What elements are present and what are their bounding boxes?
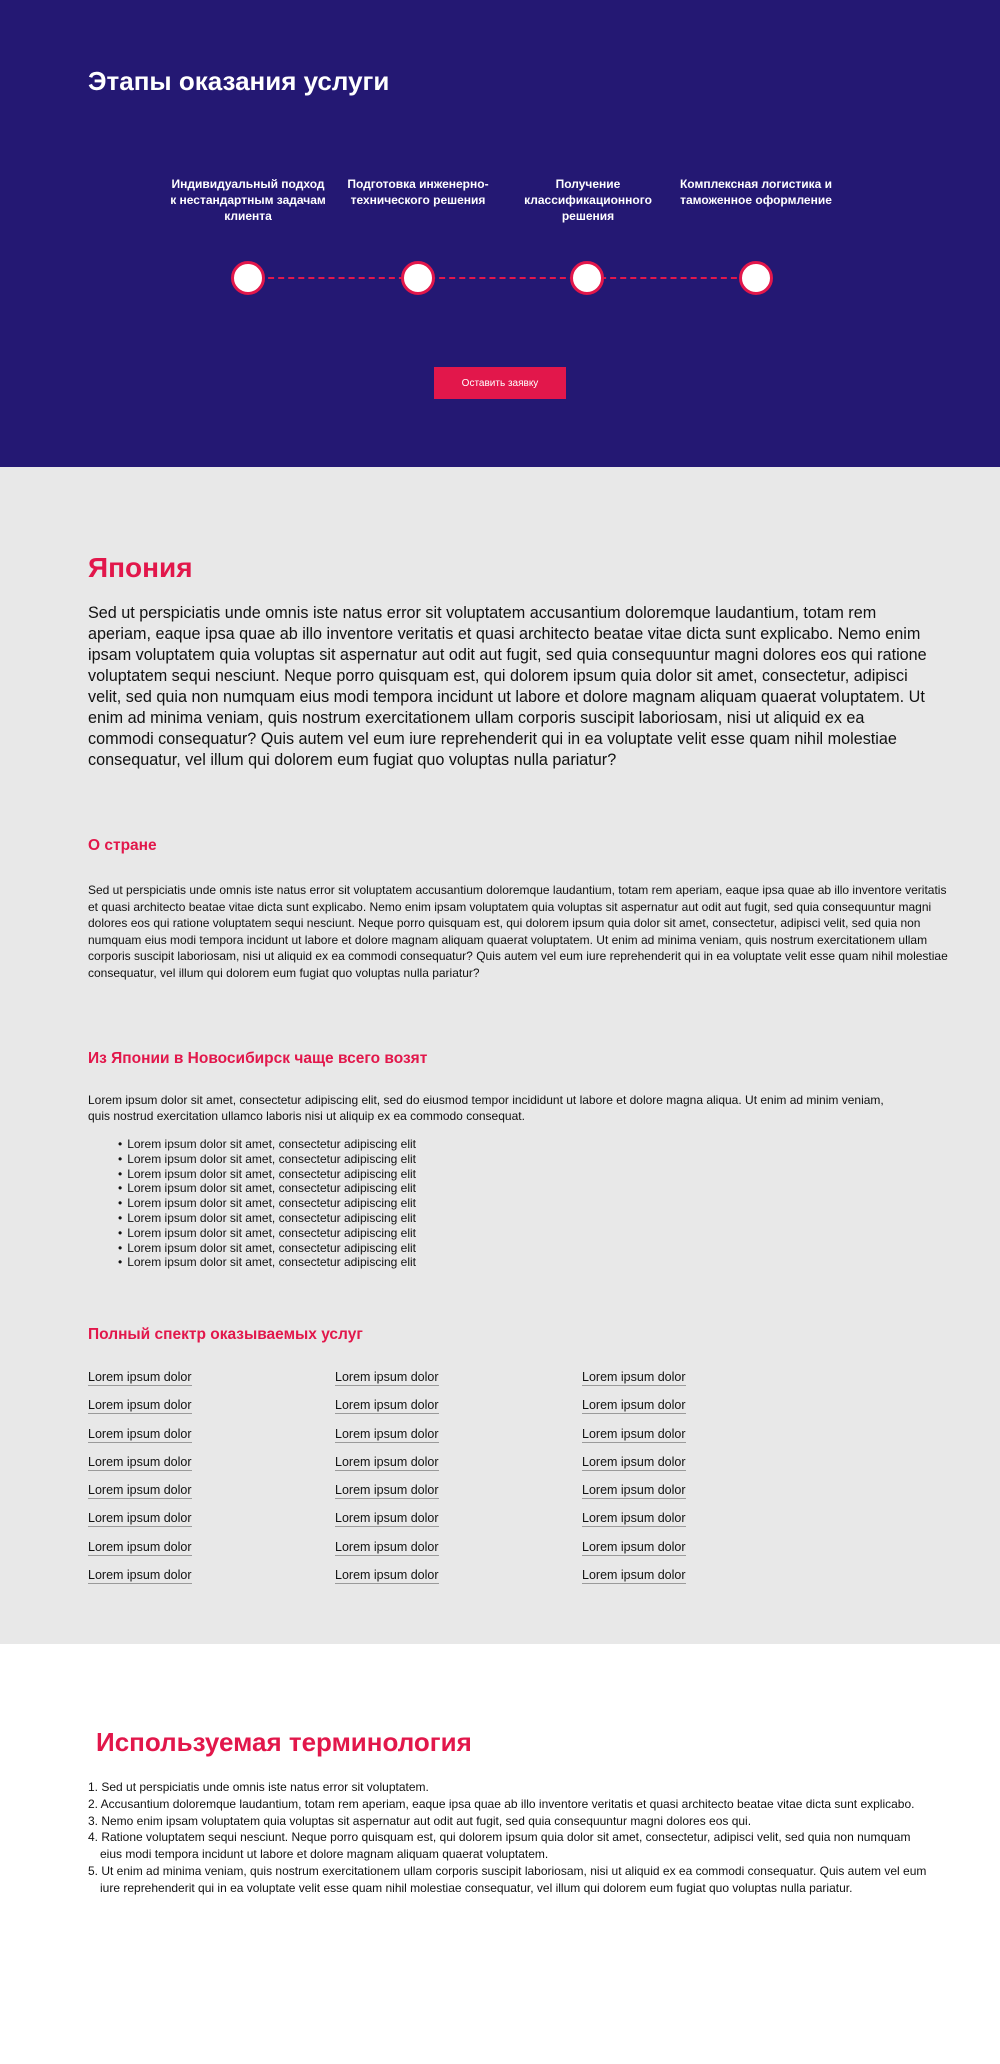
list-item: 5. Ut enim ad minima veniam, quis nostrum exercitationem ullam corporis suscipit laboriosam, nisi ut aliquid ex ea commodi consequatur. Quis autem vel eum iure reprehenderit qui in ea voluptate velit esse quam nihil molestiae consequatur, vel illum qui dolorem eum fugiat quo voluptas nulla pariatur. — [88, 1863, 927, 1895]
steps-timeline-line — [248, 277, 757, 279]
service-link[interactable]: Lorem ipsum dolor — [88, 1398, 192, 1413]
list-item: • Lorem ipsum dolor sit amet, consectetur adipiscing elit — [118, 1152, 416, 1167]
terminology-list — [88, 1779, 928, 1897]
list-item: 4. Ratione voluptatem sequi nesciunt. Neque porro quisquam est, qui dolorem ipsum quia dolor sit amet, consectetur, adipisci velit, sed quia non numquam eius modi tempora incidunt ut labore et dolore magnam aliquam quaerat voluptatem. — [88, 1830, 911, 1862]
imports-list — [118, 1137, 416, 1270]
list-item: • Lorem ipsum dolor sit amet, consectetur adipiscing elit — [118, 1167, 416, 1182]
list-item: • Lorem ipsum dolor sit amet, consectetur adipiscing elit — [118, 1137, 416, 1152]
list-item: • Lorem ipsum dolor sit amet, consectetur adipiscing elit — [118, 1226, 416, 1241]
list-item: 3. Nemo enim ipsam voluptatem quia voluptas sit aspernatur aut odit aut fugit, sed quia consequuntur magni dolores eos qui. — [88, 1813, 752, 1828]
service-link[interactable]: Lorem ipsum dolor — [88, 1370, 192, 1384]
list-item: 1. Sed ut perspiciatis unde omnis iste natus error sit voluptatem. — [88, 1780, 429, 1794]
list-item: • Lorem ipsum dolor sit amet, consectetur adipiscing elit — [118, 1241, 416, 1256]
service-link[interactable]: Lorem ipsum dolor — [582, 1483, 686, 1498]
leave-request-button[interactable]: Оставить заявку — [434, 367, 566, 399]
service-link[interactable]: Lorem ipsum dolor — [582, 1426, 686, 1441]
terminology-section — [0, 1644, 1000, 2064]
service-link[interactable]: Lorem ipsum dolor — [335, 1511, 439, 1526]
service-link[interactable]: Lorem ipsum dolor — [88, 1426, 192, 1441]
step-label-1: Индивидуальный подход к нестандартным задачам клиента — [170, 177, 326, 223]
country-title: Япония — [88, 552, 193, 583]
service-link[interactable]: Lorem ipsum dolor — [88, 1454, 192, 1469]
service-link[interactable]: Lorem ipsum dolor — [582, 1370, 686, 1384]
service-link[interactable]: Lorem ipsum dolor — [335, 1454, 439, 1469]
list-item: • Lorem ipsum dolor sit amet, consectetur adipiscing elit — [118, 1255, 416, 1270]
service-link[interactable]: Lorem ipsum dolor — [335, 1370, 439, 1384]
imports-heading: Из Японии в Новосибирск чаще всего возят — [88, 1050, 428, 1067]
services-heading: Полный спектр оказываемых услуг — [88, 1326, 363, 1343]
service-link[interactable]: Lorem ipsum dolor — [582, 1454, 686, 1469]
service-link[interactable]: Lorem ipsum dolor — [335, 1398, 439, 1413]
country-lead-text: Sed ut perspiciatis unde omnis iste natus error sit voluptatem accusantium doloremque laudantium, totam rem aperiam, eaque ipsa quae ab illo inventore veritatis et quasi architecto beatae vitae dicta sunt explicabo. Nemo enim ipsam voluptatem quia voluptas sit aspernatur aut odit aut fugit, sed quia consequuntur magni dolores eos qui ratione voluptatem sequi nesciunt. Neque porro quisquam est, qui dolorem ipsum quia dolor sit amet, consectetur, adipisci velit, sed quia non numquam eius modi tempora incidunt ut labore et dolore magnam aliquam quaerat voluptatem. Ut enim ad minima veniam, quis nostrum exercitationem ullam corporis suscipit laboriosam, nisi ut aliquid ex ea commodi consequatur? Quis autem vel eum iure reprehenderit qui in ea voluptate velit esse quam nihil molestiae consequatur, vel illum qui dolorem eum fugiat quo voluptas nulla pariatur? — [88, 604, 927, 769]
service-link[interactable]: Lorem ipsum dolor — [88, 1539, 192, 1554]
step-dot-3 — [570, 261, 604, 295]
service-link[interactable]: Lorem ipsum dolor — [582, 1511, 686, 1526]
service-link[interactable]: Lorem ipsum dolor — [582, 1568, 686, 1583]
list-item: • Lorem ipsum dolor sit amet, consectetur adipiscing elit — [118, 1196, 416, 1211]
service-link[interactable]: Lorem ipsum dolor — [335, 1539, 439, 1554]
stages-title: Этапы оказания услуги — [88, 66, 390, 96]
step-dot-1 — [231, 261, 265, 295]
about-country-text: Sed ut perspiciatis unde omnis iste natus error sit voluptatem accusantium doloremque laudantium, totam rem aperiam, eaque ipsa quae ab illo inventore veritatis et quasi architecto beatae vitae dicta sunt explicabo. Nemo enim ipsam voluptatem quia voluptas sit aspernatur aut odit aut fugit, sed quia consequuntur magni dolores eos qui ratione voluptatem sequi nesciunt. Neque porro quisquam est, qui dolorem ipsum quia dolor sit amet, consectetur, adipisci velit, sed quia non numquam eius modi tempora incidunt ut labore et dolore magnam aliquam quaerat voluptatem. Ut enim ad minima veniam, quis nostrum exercitationem ullam corporis suscipit laboriosam, nisi ut aliquid ex ea commodi consequatur? Quis autem vel eum iure reprehenderit qui in ea voluptate velit esse quam nihil molestiae consequatur, vel illum qui dolorem eum fugiat quo voluptas nulla pariatur? — [88, 883, 948, 980]
service-link[interactable]: Lorem ipsum dolor — [335, 1426, 439, 1441]
step-label-4: Комплексная логистика и таможенное оформление — [679, 177, 833, 207]
step-dot-2 — [401, 261, 435, 295]
step-dot-4 — [739, 261, 773, 295]
country-section — [0, 467, 1000, 1644]
service-link[interactable]: Lorem ipsum dolor — [88, 1568, 192, 1583]
step-label-3: Получение классификационного решения — [524, 177, 652, 223]
service-link[interactable]: Lorem ipsum dolor — [88, 1483, 192, 1498]
imports-text: Lorem ipsum dolor sit amet, consectetur adipiscing elit, sed do eiusmod tempor incididunt ut labore et dolore magna aliqua. Ut enim ad minim veniam, quis nostrud exercitation ullamco laboris nisi ut aliquip ex ea commodo consequat. — [88, 1093, 884, 1123]
service-link[interactable]: Lorem ipsum dolor — [582, 1398, 686, 1413]
list-item: • Lorem ipsum dolor sit amet, consectetur adipiscing elit — [118, 1181, 416, 1196]
step-label-2: Подготовка инженерно-технического решения — [347, 177, 489, 207]
stages-section — [0, 0, 1000, 467]
services-links-grid — [88, 1369, 828, 1595]
list-item: 2. Accusantium doloremque laudantium, totam rem aperiam, eaque ipsa quae ab illo inventore veritatis et quasi architecto beatae vitae dicta sunt explicabo. — [88, 1796, 915, 1811]
terminology-title: Используемая терминология — [96, 1727, 472, 1757]
service-link[interactable]: Lorem ipsum dolor — [335, 1483, 439, 1498]
service-link[interactable]: Lorem ipsum dolor — [335, 1568, 439, 1583]
service-link[interactable]: Lorem ipsum dolor — [88, 1511, 192, 1526]
about-country-heading: О стране — [88, 837, 157, 854]
service-link[interactable]: Lorem ipsum dolor — [582, 1539, 686, 1554]
list-item: • Lorem ipsum dolor sit amet, consectetur adipiscing elit — [118, 1211, 416, 1226]
